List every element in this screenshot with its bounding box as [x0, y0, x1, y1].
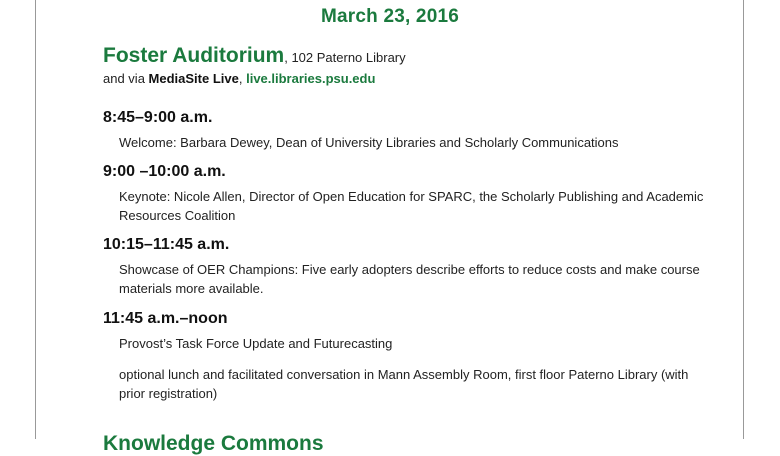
schedule-item: [103, 310, 713, 403]
schedule-time: 9:00 –10:00 a.m.: [103, 163, 226, 180]
schedule-description: Welcome: Barbara Dewey, Dean of University Libraries and Scholarly Communications: [119, 135, 619, 150]
stream-separator: ,: [238, 71, 247, 86]
schedule-description: Provost’s Task Force Update and Futurecasting: [119, 336, 393, 351]
event-date: March 23, 2016: [321, 6, 459, 27]
schedule-time: 10:15–11:45 a.m.: [103, 236, 230, 253]
stream-service: MediaSite Live: [148, 71, 239, 86]
schedule-time: 8:45–9:00 a.m.: [103, 109, 213, 126]
stream-prefix: and via: [103, 71, 149, 86]
schedule-description: optional lunch and facilitated conversation in Mann Assembly Room, first floor Paterno Library (with prior registration): [119, 367, 689, 401]
schedule-item: [103, 236, 713, 298]
stream-line: [103, 71, 375, 86]
schedule-description: Keynote: Nicole Allen, Director of Open Education for SPARC, the Scholarly Publishing and Academic Resources Coalition: [119, 189, 704, 223]
venue-address: , 102 Paterno Library: [284, 50, 406, 65]
venue-line: [103, 44, 406, 68]
stream-link[interactable]: live.libraries.psu.edu: [246, 71, 376, 86]
page-border-right: [743, 0, 744, 439]
schedule-description: Showcase of OER Champions: Five early adopters describe efforts to reduce costs and make course materials more available.: [119, 262, 700, 296]
schedule-time: 11:45 a.m.–noon: [103, 310, 228, 327]
venue-name: Foster Auditorium: [103, 44, 285, 67]
schedule-item: [103, 163, 713, 225]
schedule-item: [103, 109, 713, 152]
next-venue-heading: Knowledge Commons: [103, 432, 324, 455]
page-border-left: [35, 0, 36, 439]
